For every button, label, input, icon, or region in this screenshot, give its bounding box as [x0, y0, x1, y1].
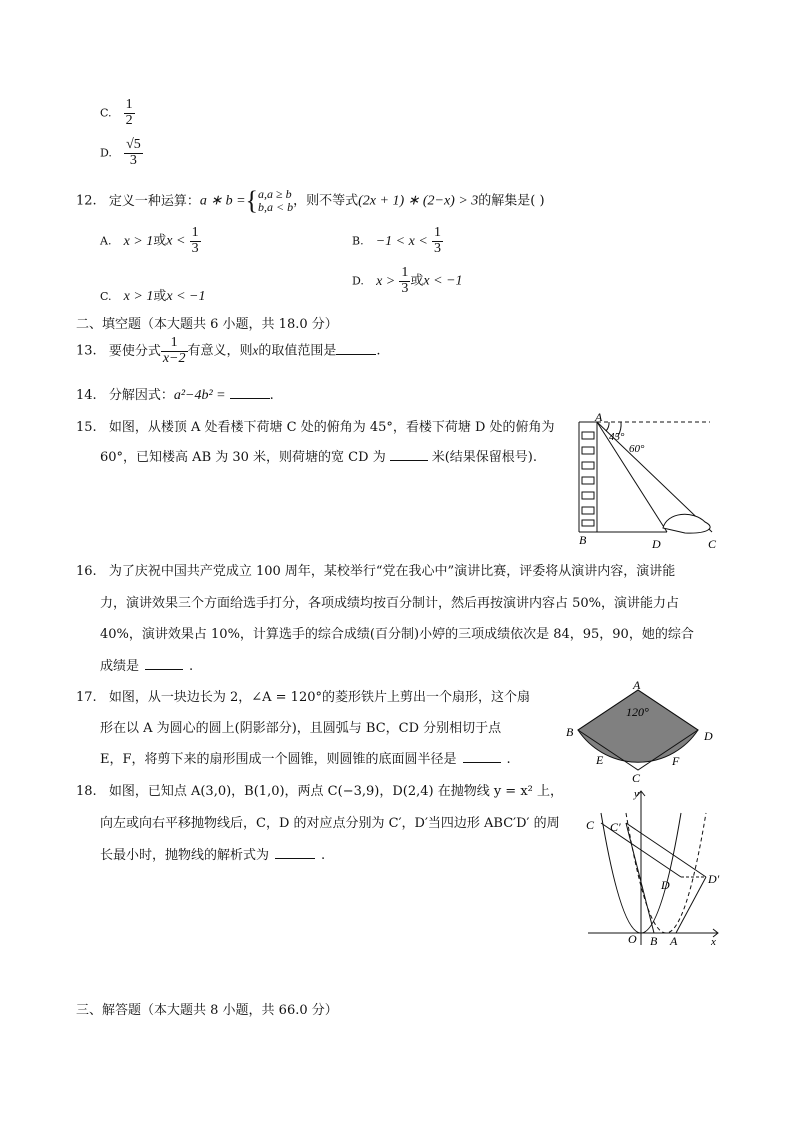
- figure-17: [560, 678, 730, 786]
- section-3-heading: 三、解答题（本大题共 8 小题，共 66.0 分）: [76, 1003, 338, 1018]
- answer-blank[interactable]: [275, 858, 315, 859]
- figure-18: [578, 785, 728, 950]
- label-b: B: [650, 934, 658, 948]
- q17-line3: E，F，将剪下来的扇形围成一个圆锥，则圆锥的底面圆半径是 .: [100, 752, 511, 767]
- angle-arc-45: [606, 422, 609, 431]
- q12-stem: [76, 186, 545, 216]
- answer-blank[interactable]: [336, 354, 376, 355]
- label-e: E: [596, 753, 604, 767]
- question-number: 14.: [76, 388, 97, 403]
- building-windows: [582, 432, 594, 526]
- label-a: A: [595, 412, 603, 424]
- q18-line1: 18. 如图，已知点 A(3,0)，B(1,0)，两点 C(−3,9)，D(2,4) 在抛物线 y = x² 上，: [76, 784, 564, 799]
- q16-line2: 力，演讲效果三个方面给选手打分，各项成绩均按百分制计，然后再按演讲内容占 50%，演讲能力占: [100, 596, 680, 611]
- label-c: C: [708, 537, 717, 551]
- question-number: 12.: [76, 193, 97, 209]
- angle-45-label: 45°: [609, 431, 625, 443]
- fraction: $\frac{√5}{3}$: [126, 137, 141, 168]
- inequality: (2x + 1) ∗ (2−x) > 3: [358, 193, 479, 209]
- label-c-prime: C′: [610, 820, 621, 834]
- option-label: C.: [100, 106, 112, 120]
- label-d: D: [704, 729, 713, 743]
- angle-label: 120°: [626, 705, 649, 719]
- fraction: $\frac{1}{3}$: [191, 225, 199, 256]
- brace: {: [245, 186, 259, 215]
- answer-blank[interactable]: [390, 460, 428, 461]
- q14: 14. 分解因式：a²−4b² = .: [76, 388, 274, 403]
- q11-option-d: [100, 138, 143, 168]
- q15-line2: 60°，已知楼高 AB 为 30 米，则荷塘的宽 CD 为 米(结果保留根号).: [100, 450, 537, 465]
- q17-line2: 形在以 A 为圆心的圆上(阴影部分)，且圆弧与 BC，CD 分别相切于点: [100, 721, 502, 736]
- q13: 13. 要使分式 $\frac{1}{x-2}$ 有意义，则x的取值范围是 .: [76, 335, 381, 366]
- sight-line-d: [597, 422, 667, 532]
- label-x: x: [711, 936, 716, 948]
- stem-text: ，则不等式: [293, 193, 359, 209]
- q12-option-a: A. x > 1或x < $\frac{1}{3}$: [100, 225, 199, 256]
- operation-lhs: a ∗ b =: [199, 193, 246, 209]
- question-number: 15.: [76, 420, 97, 435]
- pond: [663, 514, 710, 533]
- label-b: B: [579, 533, 587, 547]
- q12-option-b: B. −1 < x < $\frac{1}{3}$: [352, 225, 441, 256]
- label-d: D: [652, 537, 661, 551]
- question-number: 16.: [76, 564, 97, 579]
- label-c: C: [586, 818, 595, 832]
- fraction: $\frac{1}{2}$: [125, 97, 133, 128]
- fraction: $\frac{1}{3}$: [401, 265, 409, 296]
- answer-blank[interactable]: [145, 669, 183, 670]
- figure-15: [575, 412, 725, 552]
- answer-blank[interactable]: [230, 398, 270, 399]
- label-y: y: [634, 788, 639, 800]
- question-number: 17.: [76, 690, 97, 705]
- q16-line1: 16. 为了庆祝中国共产党成立 100 周年，某校举行“党在我心中”演讲比赛，评委将从演讲内容，演讲能: [76, 564, 676, 579]
- q11-option-c: [100, 98, 135, 128]
- fraction: $\frac{1}{3}$: [433, 225, 441, 256]
- sector-shaded: [578, 690, 698, 762]
- label-a: A: [633, 678, 641, 692]
- q12-option-d: D. x > $\frac{1}{3}$ 或x < −1: [352, 265, 463, 296]
- label-c: C: [632, 771, 641, 785]
- q15-line1: 15. 如图，从楼顶 A 处看楼下荷塘 C 处的俯角为 45°，看楼下荷塘 D 处的俯角为: [76, 420, 555, 435]
- label-a: A: [670, 934, 678, 948]
- q18-line3: 长最小时，抛物线的解析式为 .: [100, 848, 326, 863]
- cases: a,a ≥ b b,a < b: [258, 187, 294, 214]
- question-number: 18.: [76, 784, 97, 799]
- q16-line3: 40%，演讲效果占 10%，计算选手的综合成绩(百分制)小婷的三项成绩依次是 84，95，90，她的综合: [100, 627, 694, 642]
- label-b: B: [566, 725, 574, 739]
- label-d-prime: D′: [708, 872, 720, 886]
- q16-line4: 成绩是 .: [100, 659, 194, 674]
- label-o: O: [628, 932, 637, 946]
- label-f: F: [672, 754, 680, 768]
- stem-text: 定义一种运算：: [108, 193, 200, 209]
- q17-line1: 17. 如图，从一块边长为 2，∠A = 120°的菱形铁片上剪出一个扇形，这个扇: [76, 690, 530, 705]
- angle-60-label: 60°: [629, 443, 645, 455]
- label-d: D: [661, 878, 670, 892]
- q12-option-c: C. x > 1或x < −1: [100, 289, 206, 304]
- option-label: D.: [100, 146, 112, 160]
- question-number: 13.: [76, 343, 97, 359]
- stem-text: 的解集是( ): [478, 193, 545, 209]
- q18-line2: 向左或向右平移抛物线后，C，D 的对应点分别为 C′，D′当四边形 ABC′D′ 的周: [100, 816, 560, 831]
- section-2-heading: 二、填空题（本大题共 6 小题，共 18.0 分）: [76, 317, 338, 332]
- fraction: $\frac{1}{x-2}$: [162, 335, 186, 366]
- answer-blank[interactable]: [463, 762, 501, 763]
